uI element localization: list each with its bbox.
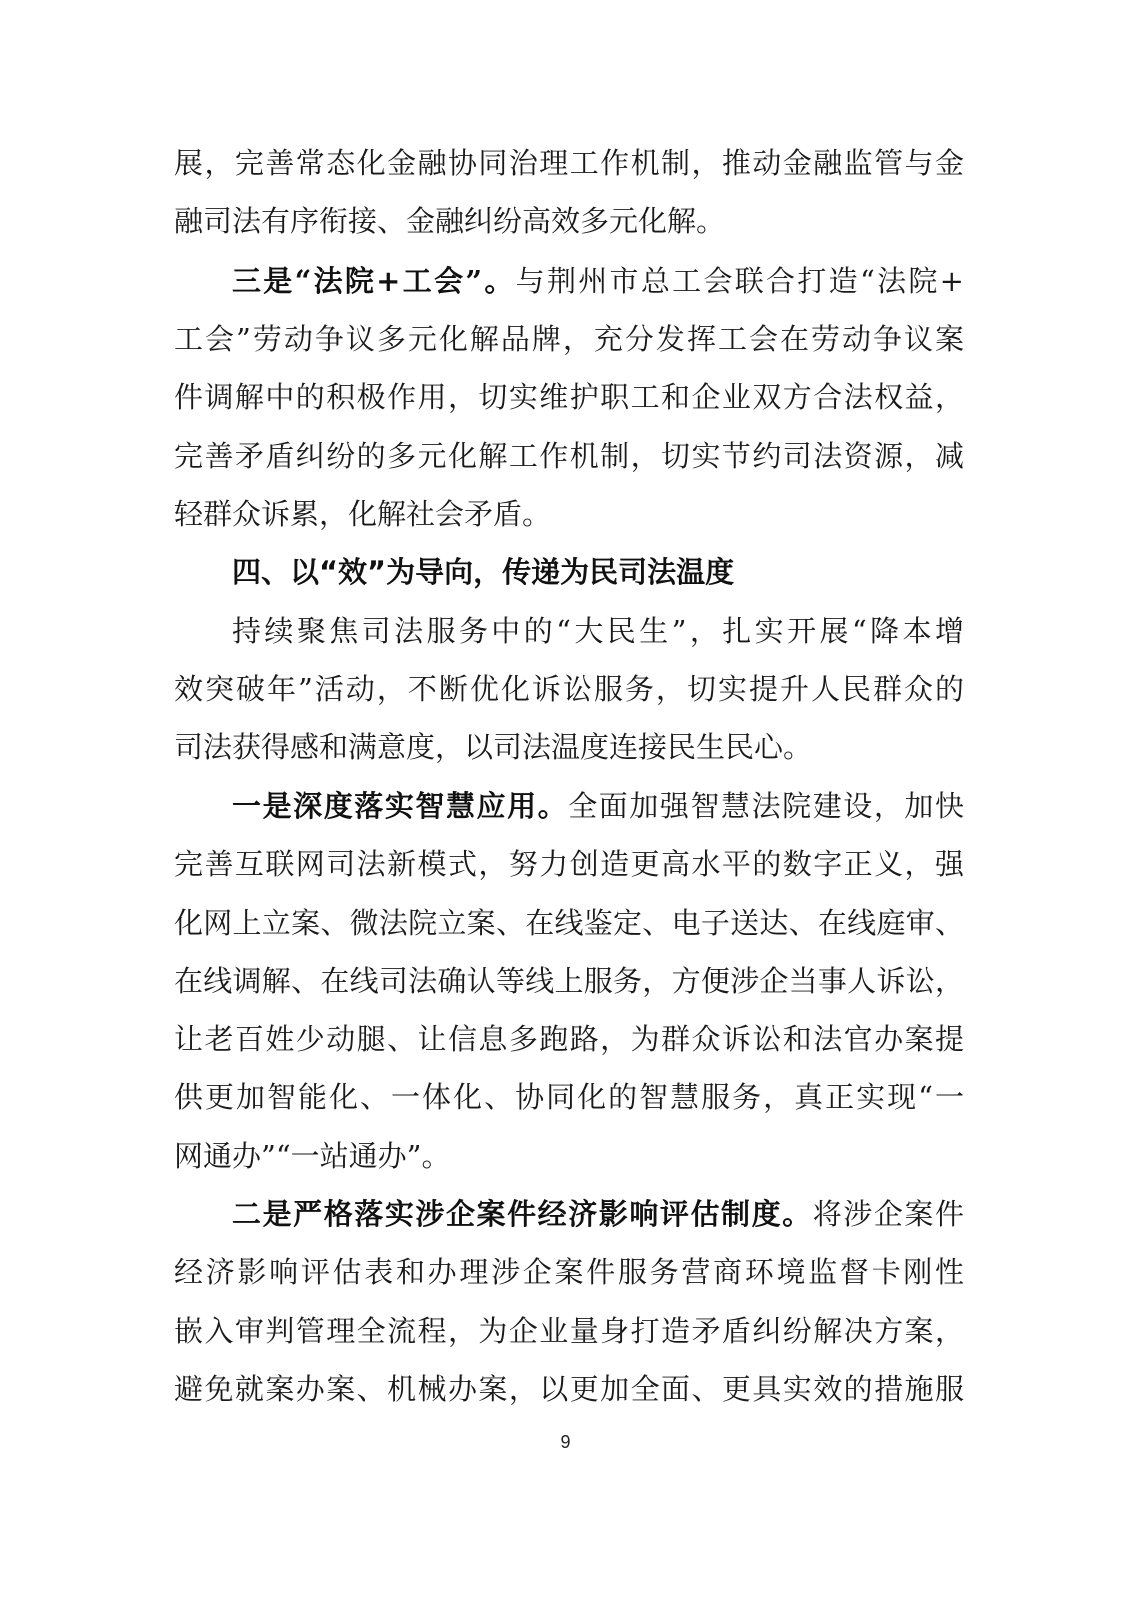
- paragraph-2-line-1: [232, 257, 964, 305]
- paragraph-5-line-4: 避免就案办案、机械办案，以更加全面、更具实效的措施服: [174, 1372, 964, 1406]
- paragraph-3-line-2: 效突破年”活动，不断优化诉讼服务，切实提升人民群众的: [174, 672, 964, 706]
- paragraph-5-line-2: 经济影响评估表和办理涉企案件服务营商环境监督卡刚性: [174, 1255, 964, 1289]
- paragraph-4-line-3: 化网上立案、微法院立案、在线鉴定、电子送达、在线庭审、: [174, 906, 964, 940]
- paragraph-1-line-1: 展，完善常态化金融协同治理工作机制，推动金融监管与金: [174, 146, 964, 180]
- paragraph-2-line-3: 件调解中的积极作用，切实维护职工和企业双方合法权益，: [174, 380, 964, 414]
- paragraph-2-line-2: 工会”劳动争议多元化解品牌，充分发挥工会在劳动争议案: [174, 322, 964, 356]
- paragraph-2-line-4: 完善矛盾纠纷的多元化解工作机制，切实节约司法资源，减: [174, 439, 964, 473]
- paragraph-3-line-1: 持续聚焦司法服务中的“大民生”，扎实开展“降本增: [232, 614, 964, 648]
- paragraph-2-line-5: 轻群众诉累，化解社会矛盾。: [174, 497, 552, 531]
- paragraph-2-line-1-text: 与荆州市总工会联合打造“法院+: [515, 264, 964, 298]
- paragraph-4-line-7: 网通办”“一站通办”。: [174, 1139, 451, 1173]
- paragraph-4-line-4: 在线调解、在线司法确认等线上服务，方便涉企当事人诉讼，: [174, 964, 964, 998]
- paragraph-5-lead: 二是严格落实涉企案件经济影响评估制度。: [232, 1197, 813, 1231]
- paragraph-4-line-6: 供更加智能化、一体化、协同化的智慧服务，真正实现“一: [174, 1080, 964, 1114]
- paragraph-5-line-1: [232, 1190, 964, 1238]
- paragraph-3-line-3: 司法获得感和满意度，以司法温度连接民生民心。: [174, 730, 813, 764]
- paragraph-4-line-1: [232, 782, 964, 830]
- paragraph-4-lead: 一是深度落实智慧应用。: [232, 789, 569, 823]
- paragraph-2-lead: 三是“法院+工会”。: [232, 264, 516, 298]
- paragraph-5-line-3: 嵌入审判管理全流程，为企业量身打造矛盾纠纷解决方案，: [174, 1314, 964, 1348]
- paragraph-4-line-1-text: 全面加强智慧法院建设，加快: [568, 789, 964, 823]
- paragraph-1-line-2: 融司法有序衔接、金融纠纷高效多元化解。: [174, 204, 726, 238]
- paragraph-5-line-1-text: 将涉企案件: [812, 1197, 964, 1231]
- paragraph-4-line-2: 完善互联网司法新模式，努力创造更高水平的数字正义，强: [174, 847, 964, 881]
- page-number: 9: [560, 1432, 571, 1452]
- paragraph-4-line-5: 让老百姓少动腿、让信息多跑路，为群众诉讼和法官办案提: [174, 1022, 964, 1056]
- section-heading-4: 四、以“效”为导向，传递为民司法温度: [232, 555, 735, 589]
